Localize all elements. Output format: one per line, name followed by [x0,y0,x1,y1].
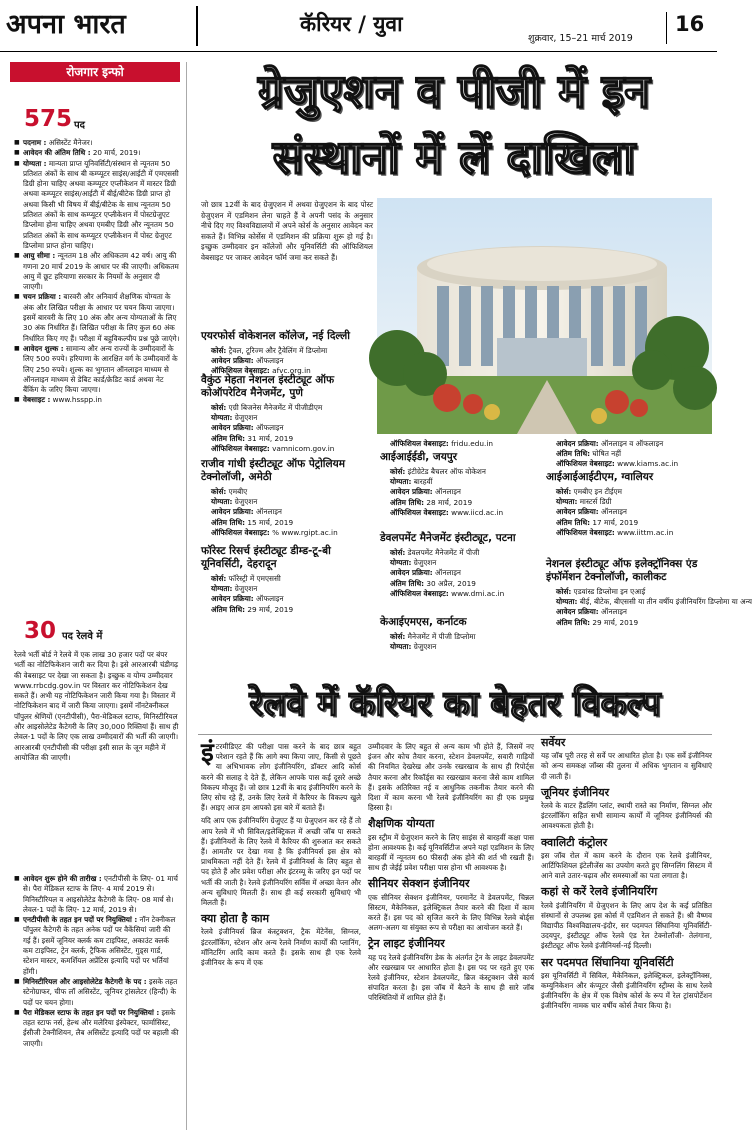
item-value: मान्यता प्राप्त यूनिवर्सिटी/संस्थान से न्यूनतम 50 प्रतिशत अंकों के साथ बी कम्प्यूटर साइंस/आईटी में एमएससी डिग्री होना चाहिए अथवा कम्प्यूटर एप्लीकेशन में मास्टर डिग्री अथवा कम्प्यूटर साइंस/आईटी में बीई/बीटेक डिग्री प्राप्त हो अथवा किसी भी विषय में बीई/बीटेक के साथ न्यूनतम 50 प्रतिशत अंकों के साथ कम्प्यूटर एप्लीकेशन में पोस्टग्रेजुएट डिप्लोमा होना चाहिए अथवा एमबीए डिग्री और न्यूनतम 50 प्रतिशत अंकों के साथ कम्प्यूटर एप्लीकेशन में पोस्ट ग्रेजुएट डिप्लोमा प्राप्त होना चाहिए। [23,158,179,250]
item-label: पदनाम : [23,138,47,147]
subheading: क्या होता है काम [201,912,270,926]
institute-entry [380,451,540,518]
detail-row [390,632,540,642]
vacancy-count-2: 30 [24,618,57,644]
detail-row [211,528,373,538]
detail-row [390,558,540,568]
detail-row [211,346,373,356]
institute-name: नेशनल इंस्टीट्यूट ऑफ इलेक्ट्रॉनिक्स एंड इंफॉर्मेशन टेक्नोलॉजी, कालीकट [546,558,698,583]
item-label: वेबसाइट : [23,395,51,405]
detail-label: योग्यता: [211,413,233,423]
paragraph: इस स्ट्रीम में ग्रेजुएशन करने के लिए साइंस से बारहवीं कक्षा पास होना आवश्यक है। कई यूनिवर्सिटीज अपने यहां एडमिशन के लिए बारहवीं में न्यूनतम 60 फीसदी अंक होने की शर्त भी रखती हैं। साथ ही जेईई प्रवेश परीक्षा पास होना भी आवश्यक है। [368,832,534,873]
list-item [14,977,180,1008]
detail-row [556,487,712,497]
detail-label: आवेदन प्रक्रिया: [556,439,599,448]
institute-details [211,574,373,615]
job-details-list-2 [14,874,180,1049]
item-value: इसके तहत स्टेनोग्राफर, चीफ लॉ असिस्टेंट, जूनियर ट्रांसलेटर (हिन्दी) के पदों पर चयन होगा। [23,976,178,1007]
railway-jobs-intro: रेलवे भर्ती बोर्ड ने रेलवे में एक लाख 30 हजार पदों पर बंपर भर्ती का नोटिफिकेशन जारी कर दिया है। इसे आरआरबी चंडीगढ़ की वेबसाइट पर देखा जा सकता है। इच्छुक व योग्य उम्मीदवार www.rrbcdg.gov.in पर विस्तार कर नोटिफिकेशन देख सकते हैं। अभी यह नोटिफिकेशन जारी किया गया है। विस्तार में नोटिफिकेशन बाद में जारी किया जाएगा। इसमें नॉनटेक्नीकल पॉपुलर श्रेणियों (एनटीपीसी), पैरा-मेडिकल स्टाफ, मिनिस्टीरियल और आइसोलेटेड कैटेगरी के लिए 30,000 रिक्तियां हैं। साथ ही लेवल-1 पदों के लिए एक लाख उम्मीदवारों की भर्ती की जाएगी। आरआरबी एनटीपीसी की परीक्षा इसी साल के जून महीने में आयोजित की जाएगी। [14,650,179,762]
detail-value: 31 मार्च, 2019 [245,433,294,443]
institute-name: एयरफोर्स वोकेशनल कॉलेज, नई दिल्ली [201,330,350,342]
detail-value: 15 मार्च, 2019 [245,517,294,527]
divider [196,6,198,46]
detail-label: ऑफिशियल वेबसाइट: [556,459,615,469]
item-label: योग्यता : [23,158,47,168]
detail-label: आवेदन प्रक्रिया: [211,594,254,604]
detail-row [556,459,712,469]
detail-label: कोर्स: [390,632,406,641]
subheading: सर पदमपत सिंघानिया यूनिवर्सिटी [541,955,674,969]
item-value: असिस्टेंट मैनेजर। [46,138,93,147]
detail-row [211,584,373,594]
institute-name: फॉरेस्ट रिसर्च इंस्टीट्यूट डीम्ड-टू-बी यूनिवर्सिटी, देहरादून [201,545,331,570]
institute-details [390,632,540,652]
detail-label: योग्यता: [390,642,412,652]
list-item [14,138,180,148]
issue-date: शुक्रवार, 15–21 मार्च 2019 [528,33,633,44]
subheading: क्वालिटी कंट्रोलर [541,835,608,849]
detail-row [211,605,373,615]
institute-entry [546,436,712,470]
detail-value: फॉरेस्ट्री में एमएससी [226,574,281,583]
detail-value: ग्रेजुएशन [411,558,437,568]
detail-value: मास्टर्स डिग्री [577,497,612,507]
detail-row [211,518,373,528]
institute-entry [201,330,373,377]
paragraph: इस यूनिवर्सिटी में सिविल, मैकेनिकल, इलेक्ट्रिकल, इलेक्ट्रॉनिक्स, कम्युनिकेशन और कंप्यूटर जैसी इंजीनियरिंग स्ट्रीम्स के साथ रेलवे इंजीनियरिंग के क्षेत्र में एक विशेष कोर्स के रूप में रेल ट्रांसपोर्टेशन इंजीनियरिंग नामक चार वर्षीय कोर्स तैयार किया है। [541,970,712,1011]
detail-label: ऑफिशियल वेबसाइट: [211,527,270,537]
detail-value: डेवलपमेंट मैनेजमेंट में पीजी [405,548,480,557]
detail-value: बारहवीं [411,477,433,487]
subheading: कहां से करें रेलवे इंजीनियरिंग [541,885,658,899]
item-value: सामान्य और अन्य राज्यों के उम्मीदवारों के लिए 500 रुपये। हरियाणा के आरक्षित वर्ग के उम्मीदवारों के लिए 250 रुपये। शुल्क का भुगतान ऑनलाइन माध्यम से ऑनलाइन माध्यम से डेबिट कार्ड/क्रेडिट कार्ड अथवा नेट बैंकिंग के जरिए किया जाएगा। [23,343,178,395]
institute-name: केआईएमएस, कर्नाटक [380,616,467,628]
detail-label: ऑफिशियल वेबसाइट: [390,439,449,448]
subheading: सर्वेयर [541,736,566,749]
list-item [14,159,180,252]
institute-entry [546,558,752,628]
detail-label: अंतिम तिथि: [211,433,246,443]
detail-label: कोर्स: [556,487,572,496]
detail-row [211,594,373,604]
detail-row [390,477,540,487]
detail-value: ऑफलाइन [253,594,284,604]
detail-label: योग्यता: [556,597,578,607]
detail-value: ग्रेजुएशन [232,413,258,423]
detail-row [390,642,540,652]
detail-row [211,423,373,433]
article-column-3 [541,738,712,1012]
divider [198,734,712,735]
detail-value: एमबीए [226,487,248,496]
detail-label: योग्यता: [211,497,233,507]
detail-label: आवेदन प्रक्रिया: [390,487,433,497]
detail-row [211,444,373,454]
detail-label: अंतिम तिथि: [556,449,591,459]
detail-value: afvc.org.in [269,366,311,376]
paragraph: इस जॉब रोल में काम करने के दौरान एक रेलवे इंजीनियर, आर्टिफिशियल इंटेलीजेंस का उपयोग करते हुए सिग्नलिंग सिस्टम में आने वाले उतार-चढ़ाव और समस्याओं का पता लगाता है। [541,850,712,881]
detail-value: www.kiams.ac.in [614,459,679,469]
list-item [14,344,180,395]
detail-row [556,507,712,517]
detail-value: एग्री बिजनेस मैनेजमेंट में पीजीडीएम [226,403,323,412]
detail-label: योग्यता: [211,584,233,594]
institute-details [390,548,540,599]
masthead [0,0,717,52]
detail-value: 29 मार्च, 2019 [245,604,294,614]
detail-label: आवेदन प्रक्रिया: [390,568,433,578]
institute-details [211,487,373,538]
institute-name: राजीव गांधी इंस्टीट्यूट ऑफ पेट्रोलियम टेक्नोलॉजी, अमेठी [201,458,346,483]
institute-entry [380,532,540,599]
detail-row [556,449,712,459]
detail-row [390,589,540,599]
detail-value: बीई, बीटेक, बीएससी या तीन वर्षीय इंजीनियरिंग डिप्लोमा या अन्य [577,597,752,607]
detail-label: ऑफिशियल वेबसाइट: [211,443,270,453]
detail-value: www.iicd.ac.in [448,507,504,517]
subheading: ट्रेन लाइट इंजीनियर [368,937,445,951]
item-value: बारवरी और अनिवार्य शैक्षणिक योग्यता के अंक और लिखित परीक्षा के आधार पर चयन किया जाएगा। इसमें बारवरी के लिए 10 अंक और अन्य योग्यताओं के लिए 30 अंक निर्धारित हैं। लिखित परीक्षा के लिए कुल 60 अंक निर्धारित किए गए हैं। परीक्षा में बहुविकल्पीय प्रश्न पूछे जाएंगे। [23,292,180,343]
detail-row [211,487,373,497]
detail-row [390,508,540,518]
detail-value: ऑनलाइन [432,487,461,497]
list-item [14,915,180,977]
detail-label: अंतिम तिथि: [556,517,591,527]
detail-label: आवेदन प्रक्रिया: [211,423,254,433]
paragraph: यह जॉब पूरी तरह से सर्वे पर आधारित होता है। एक सर्वे इंजीनियर को अन्य समकक्ष जॉब्स की तुलना में अधिक भुगतान व सुविधाएं दी जाती हैं। [541,751,712,781]
detail-value: www.dmi.ac.in [448,588,505,598]
institute-name: वैकुंठ मेहता नेशनल इंस्टीट्यूट ऑफ कोऑपरेटिव मैनेजमेंट, पुणे [201,374,335,399]
institute-name: आईआईईडी, जयपुर [380,451,458,463]
detail-value: ऑनलाइन [432,568,461,578]
detail-label: कोर्स: [211,403,227,412]
list-item [14,251,180,292]
item-label: आवेदन शुरू होने की तारीख : [23,874,102,883]
detail-value: ऑफलाइन [253,423,284,433]
detail-row [556,607,712,617]
detail-row [390,498,540,508]
detail-label: अंतिम तिथि: [390,497,425,507]
paragraph: रेलवे के वाटर हैंडलिंग प्लांट, स्थायी रास्ते का निर्माण, सिग्नल और इंटरलॉकिंग सहित सभी सामान्य कार्यों में जूनियर इंजीनियर्स की आवश्यकता होती है। [541,801,712,831]
item-label: एनटीपीसी के तहत इन पदों पर नियुक्तियां : [23,915,138,925]
main-headline [196,58,712,193]
detail-label: ऑफिशियल वेबसाइट: [390,588,449,598]
paragraph: एक सीनियर सेक्शन इंजीनियर, परमानेंट वे डेवलपमेंट, चिन्नल सिस्टम, मैकेनिकल, इलेक्ट्रिकल तैयार करने की दिशा में काम करते हैं। इस पद को सृजित करने के लिए विभिन्न रेलवे बोर्ड्स अलग-अलग या संयुक्त रूप से परीक्षा का आयोजन करते हैं। [368,892,534,933]
detail-row [556,518,712,528]
article-column-2 [368,742,534,1004]
detail-value: www.iittm.ac.in [614,527,674,537]
detail-label: अंतिम तिथि: [556,617,591,627]
list-item [14,1008,180,1049]
detail-value: ग्रेजुएशन [232,497,258,507]
item-value: इसके तहत स्टाफ नर्स, हेल्थ और मलेरिया इंस्पेक्टर, फार्मासिस्ट, ईसीजी टेक्नीशियन, लैब असिस्टेंट इत्यादि पदों पर बहाली की जाएगी। [23,1007,179,1048]
detail-label: योग्यता: [390,477,412,487]
detail-row [390,548,540,558]
institute-details [390,439,540,449]
list-item [14,148,180,158]
article-column-1 [201,738,361,968]
detail-row [390,568,540,578]
institute-details [211,346,373,377]
item-label: मिनिस्टीरियल और आइसोलेटेड कैटेगरी के पद : [23,976,147,986]
detail-value: fridu.edu.in [448,439,493,448]
institute-entry [380,616,540,652]
detail-value: ऑनलाइन [598,507,627,517]
institute-entry [201,458,373,538]
detail-row [556,618,712,628]
item-value: न्यूनतम 18 और अधिकतम 42 वर्ष। आयु की गणना 20 मार्च 2019 के आधार पर की जाएगी। अधिकतम आयु में छूट हरियाणा सरकार के नियमों के अनुसार दी जाएगी। [23,251,179,292]
detail-row [211,356,373,366]
detail-label: कोर्स: [556,587,572,596]
item-value: नॉन टेक्नीकल पॉपुलर कैटेगरी के तहत अनेक पदों पर वैकेंसियां जारी की गई हैं। इसमें जूनियर क्लर्क कम टाइपिस्ट, अकाउंट क्लर्क कम टाइपिस्ट, ट्रेन क्लर्क, ट्रैफिक असिस्टेंट, गुड्स गार्ड, स्टेशन मास्टर, कमर्शियल अप्रेंटिस इत्यादि पदों पर भर्तियां होंगी। [23,915,176,976]
detail-row [211,413,373,423]
campus-photo [377,198,712,434]
item-label: पैरा मेडिकल स्टाफ के तहत इन पदों पर नियुक्तियां : [23,1007,160,1017]
vacancy-unit-2: पद रेलवे में [62,631,103,642]
detail-value: ग्रेजुएशन [232,584,258,594]
detail-label: आवेदन प्रक्रिया: [211,507,254,517]
detail-label: ऑफिशियल वेबसाइट: [390,507,449,517]
detail-row [211,434,373,444]
detail-row [211,497,373,507]
detail-row [390,467,540,477]
detail-label: योग्यता: [390,558,412,568]
list-item [14,874,180,915]
paragraph: उम्मीदवार के लिए बहुत से अन्य काम भी होते हैं, जिसमें नए इंजन और कोच तैयार करना, स्टेशन डेवलपमेंट, सवारी गाड़ियों की नियमित देखरेख और उनके रखरखाव के साथ ही रिपोर्ट्स तैयार करना और रिकॉर्ड्स का रखरखाव करना जैसे काम शामिल हैं। इसके अतिरिक्त नई व आधुनिक तकनीक तैयार करने की दिशा में काम करना भी रेलवे इंजीनियरिंग का ही एक प्रमुख हिस्सा है। [368,742,534,813]
institute-entry [380,436,540,449]
detail-label: कोर्स: [211,574,227,583]
item-value: www.hsspp.in [50,395,102,405]
headline-line-1: ग्रेजुएशन व पीजी में इन [258,64,650,118]
paragraph: यदि आप एक इंजीनियरिंग ग्रेजुएट हैं या ग्रेजुएशन कर रहे हैं तो आप रेलवे में भी सिविल/इलेक्ट्रिकल में अच्छी जॉब पा सकते हैं। इंजीनियरों के लिए रेलवे में कैरियर की शुरुआत कर सकते हैं। आमतौर पर देखा गया है कि इंजीनियर्स इस क्षेत्र को प्राथमिकता नहीं देते हैं। रेलवे में इंजीनियर्स के लिए बहुत से पद होते हैं और प्रवेश परीक्षा और इंटरव्यू के जरिए इन पदों पर भर्ती की जाती है। रेलवे इंजीनियरिंग सर्विस में अच्छा वेतन और अन्य सुविधाएं मिलती हैं। साथ ही कई सरकारी सुविधाएं भी मिलती हैं। [201,816,361,908]
detail-row [556,497,712,507]
detail-value: 29 मार्च, 2019 [590,617,639,627]
detail-label: कोर्स: [211,346,227,355]
detail-row [390,439,540,449]
headline-line-2: संस्थानों में लें दाखिला [272,130,636,184]
detail-value: एडवांस्ड डिप्लोमा इन एआई [571,587,646,596]
detail-label: अंतिम तिथि: [390,578,425,588]
detail-value: 17 मार्च, 2019 [590,517,639,527]
detail-row [211,507,373,517]
detail-value: ग्रेजुएशन [411,642,437,652]
detail-value: एमबीए इन टीईएम [571,487,622,496]
detail-value: ट्रैवल, टूरिज्म और ट्रैवेलिंग में डिप्लोमा [226,346,328,355]
detail-label: कोर्स: [211,487,227,496]
detail-row [556,587,712,597]
detail-row [390,487,540,497]
page-number: 16 [666,12,712,44]
item-value: 20 मार्च, 2019। [90,148,141,158]
detail-label: कोर्स: [390,467,406,476]
drop-cap: इं [201,738,214,768]
paragraph: टरमीडिएट की परीक्षा पास करने के बाद छात्र बहुत परेशान रहते हैं कि आगे क्या किया जाए, किसी से पूछते या अभिभावक लोग इंजीनियरिंग, डॉक्टर आदि कोर्स करने की सलाह दे देते हैं, लेकिन आपके पास कई दूसरे अच्छे विकल्प मौजूद हैं। जो छात्र 12वीं के बाद इंजीनियरिंग करने के लिए सोच रहे हैं, उनके लिए रेलवे में कैरियर के विकल्प खुले हैं। आइए आज हम आपको इस बारे में बताते हैं। [201,742,361,813]
detail-value: 30 अप्रैल, 2019 [424,578,476,588]
paragraph: रेलवे इंजीनियरिंग में ग्रेजुएशन के लिए आप देश के कई प्रतिष्ठित संस्थानों से उपलब्ध इस कोर्स में एडमिशन ले सकते हैं। श्री वैष्णव विद्यापीठ विश्वविद्यालय-इंदौर, सर पदमपत सिंघानिया यूनिवर्सिटी- उदयपुर, इंस्टीट्यूट ऑफ रेलवे एंड रेल टेक्नोलॉजी- तेलंगाना, इंस्टीट्यूट ऑफ रेलवे इंजीनियर्स-नई दिल्ली। [541,900,712,951]
subheading: जूनियर इंजीनियर [541,785,610,799]
intro-paragraph: जो छात्र 12वीं के बाद ग्रेजुएशन में अथवा ग्रेजुएशन के बाद पोस्ट ग्रेजुएशन में एडमिशन लेना चाहते हैं वे अपनी पसंद के अनुसार नीचे दिए गए विश्वविद्यालयों में अपने कोर्स के अनुसार आवेदन कर सकते हैं। विभिन्न कोर्सेस में एडमिशन की प्रक्रिया शुरू हो गई है। इच्छुक उम्मीदवार इन कॉलेजों और यूनिवर्सिटी की ऑफिशियल वेबसाइट पर जाकर आवेदन फॉर्म जमा कर सकते हैं। [201,200,373,262]
detail-value: ऑफलाइन [253,356,284,366]
detail-label: आवेदन प्रक्रिया: [211,356,254,366]
jobs-sidebar [0,62,187,1130]
detail-value: ऑनलाइन व ऑफलाइन [598,439,664,448]
detail-value: ऑनलाइन [598,607,627,617]
item-label: आवेदन शुल्क : [23,343,64,353]
detail-value: vamnicom.gov.in [269,443,335,453]
railway-headline: रेलवे में कॅरियर का बेहतर विकल्प [249,684,661,724]
institute-entry [201,545,373,615]
job-details-list-1 [14,138,180,406]
paragraph: यह पद रेलवे इंजीनियरिंग डेक के अंतर्गत ट्रेन के लाइट डेवलपमेंट और रखरखाव पर आधारित होता है। इस पद पर रहते हुए एक रेलवे इंजीनियर, स्टेशन डेवलपमेंट, ब्रिज कंस्ट्रक्शन जैसे कार्य संपादित करता है। इस जॉब में बैठने के साथ ही सारे जॉब परिस्थितियों में शामिल होते हैं। [368,952,534,1003]
detail-value: % www.rgipt.ac.in [269,527,338,537]
detail-value: इंटीग्रेटेड बैचलर ऑफ वोकेशन [405,467,486,476]
paragraph: रेलवे इंजीनियर्स ब्रिज कंस्ट्रक्शन, ट्रैक मेंटेनेंस, सिग्नल, इंटरलॉकिंग, स्टेशन और अन्य रेलवे निर्माण कार्यों की प्लानिंग, मॉनिटरिंग आदि काम करते हैं। इसके साथ ही एक रेलवे इंजीनियर के रूप में एक [201,927,361,968]
detail-label: आवेदन प्रक्रिया: [556,507,599,517]
detail-row [211,403,373,413]
list-item [14,395,180,405]
institute-details [211,403,373,454]
list-item [14,292,180,343]
item-label: चयन प्रक्रिया : [23,292,62,302]
detail-row [390,579,540,589]
detail-row [556,439,712,449]
institute-entry [546,471,712,538]
vacancy-unit-1: पद [74,120,85,131]
section-title: कॅरियर / युवा [300,11,403,36]
subheading: शैक्षणिक योग्यता [368,817,435,831]
institute-details [390,467,540,518]
detail-label: ऑफिशियल वेबसाइट: [556,527,615,537]
institute-name: आईआईआईटीएम, ग्वालियर [546,471,654,483]
detail-label: योग्यता: [556,497,578,507]
detail-value: घोषित नहीं [590,449,621,459]
detail-label: आवेदन प्रक्रिया: [556,607,599,617]
detail-value: ऑनलाइन [253,507,282,517]
institute-details [556,587,752,628]
subheading: सीनियर सेक्शन इंजीनियर [368,877,470,891]
item-value: एनटीपीसी के लिए- 01 मार्च से। पैरा मेडिकल स्टाफ के लिए- 4 मार्च 2019 से। मिनिस्टीरियल व आइसोलेटेड कैटेगरी के लिए- 08 मार्च से। लेवल-1 पदों के लिए- 12 मार्च, 2019 से। [23,874,178,914]
institute-details [556,487,712,538]
detail-row [211,574,373,584]
institute-details [556,439,712,470]
item-label: आवेदन की अंतिम तिथि : [23,148,91,158]
detail-label: कोर्स: [390,548,406,557]
detail-value: 28 मार्च, 2019 [424,497,473,507]
detail-label: अंतिम तिथि: [211,604,246,614]
sidebar-heading: रोजगार इन्फो [10,62,180,82]
detail-row [556,597,752,607]
detail-value: मैनेजमेंट में पीजी डिप्लोमा [405,632,476,641]
institute-name: डेवलपमेंट मैनेजमेंट इंस्टीट्यूट, पटना [380,532,516,544]
item-label: आयु सीमा : [23,251,56,261]
detail-label: अंतिम तिथि: [211,517,246,527]
institute-entry [201,374,373,454]
vacancy-count-1: 575 [24,106,73,132]
detail-label: ऑफिशियल वेबसाइट: [211,366,270,376]
newspaper-title: अपना भारत [6,9,126,40]
detail-row [556,528,712,538]
